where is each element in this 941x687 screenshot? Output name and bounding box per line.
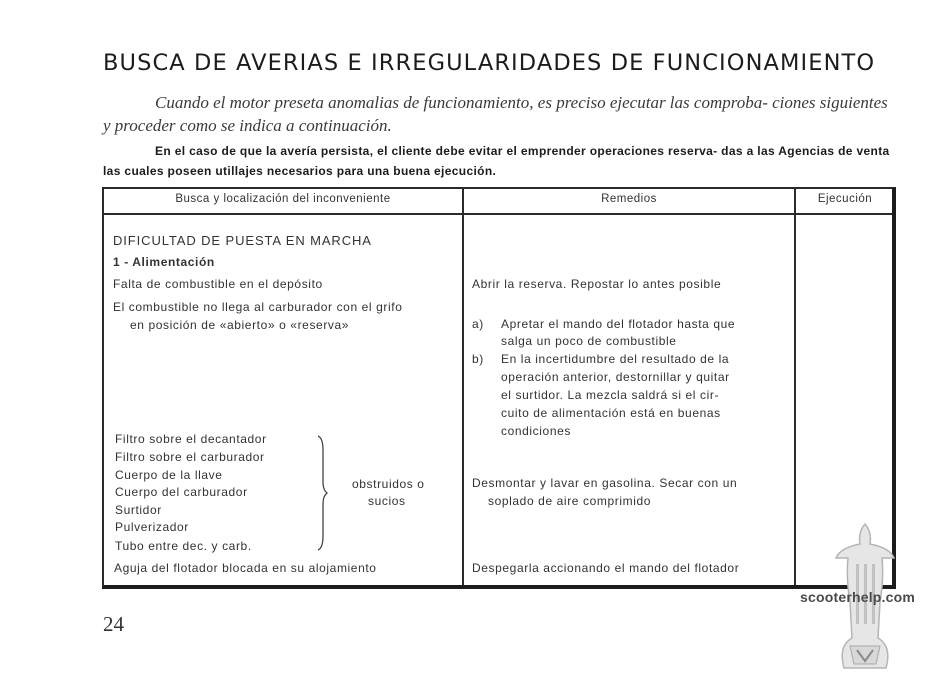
intro-paragraph: Cuando el motor preseta anomalias de funcionamiento, es preciso ejecutar las comproba- ciones siguientes y proceder como se indica a continuación. — [103, 93, 888, 135]
remedy-b-line: cuito de alimentación está en buenas — [501, 406, 721, 420]
header-problem: Busca y localización del inconveniente — [175, 193, 391, 205]
component-item: Surtidor — [115, 503, 162, 517]
remedy-a-line: salga un poco de combustible — [501, 334, 677, 348]
subsection-heading: 1 - Alimentación — [113, 255, 215, 269]
header-remedy: Remedios — [601, 193, 657, 205]
problem-fuel-not-reaching-line: en posición de «abierto» o «reserva» — [130, 318, 350, 332]
problem-float-needle: Aguja del flotador blocada en su alojamiento — [114, 561, 377, 575]
remedy-marker: b) — [472, 352, 484, 366]
component-item: Filtro sobre el carburador — [115, 450, 265, 464]
brace-icon — [316, 434, 328, 552]
problem-fuel-not-reaching-line: El combustible no llega al carburador con el grifo — [113, 300, 403, 314]
component-item: Tubo entre dec. y carb. — [115, 539, 252, 553]
problem-no-fuel: Falta de combustible en el depósito — [113, 277, 323, 291]
column-divider — [462, 189, 464, 585]
condition-label: obstruidos o — [352, 477, 425, 491]
component-item: Cuerpo de la llave — [115, 468, 223, 482]
watermark-text: scooterhelp.com — [800, 589, 916, 605]
component-item: Pulverizador — [115, 520, 189, 534]
page-number: 24 — [103, 612, 124, 636]
page-title: BUSCA DE AVERIAS E IRREGULARIDADES DE FUNCIONAMIENTO — [103, 50, 876, 76]
component-item: Filtro sobre el decantador — [115, 432, 267, 446]
component-item: Cuerpo del carburador — [115, 485, 248, 499]
header-divider — [104, 213, 892, 215]
remedy-a-line: Apretar el mando del flotador hasta que — [501, 317, 736, 331]
remedy-marker: a) — [472, 317, 484, 331]
section-heading: DIFICULTAD DE PUESTA EN MARCHA — [113, 233, 372, 248]
column-divider — [794, 189, 796, 585]
warning-paragraph: En el caso de que la avería persista, el cliente debe evitar el emprender operaciones reserva- das a las Agencias de venta las cuales poseen utillajes necesarios para una buena ejecución. — [103, 144, 890, 178]
remedy-b-line: operación anterior, destornillar y quitar — [501, 370, 730, 384]
remedy-b-line: En la incertidumbre del resultado de la — [501, 352, 730, 366]
condition-label: sucios — [368, 494, 406, 508]
remedy-clean-line: soplado de aire comprimido — [488, 494, 652, 508]
remedy-b-line: condiciones — [501, 424, 571, 438]
header-execution: Ejecución — [817, 193, 873, 205]
remedy-b-line: el surtidor. La mezcla saldrá si el cir- — [501, 388, 720, 402]
remedy-clean-line: Desmontar y lavar en gasolina. Secar con un — [472, 476, 738, 490]
remedy-float-needle: Despegarla accionando el mando del flotador — [472, 561, 740, 575]
remedy-reserve: Abrir la reserva. Repostar lo antes posible — [472, 277, 722, 291]
